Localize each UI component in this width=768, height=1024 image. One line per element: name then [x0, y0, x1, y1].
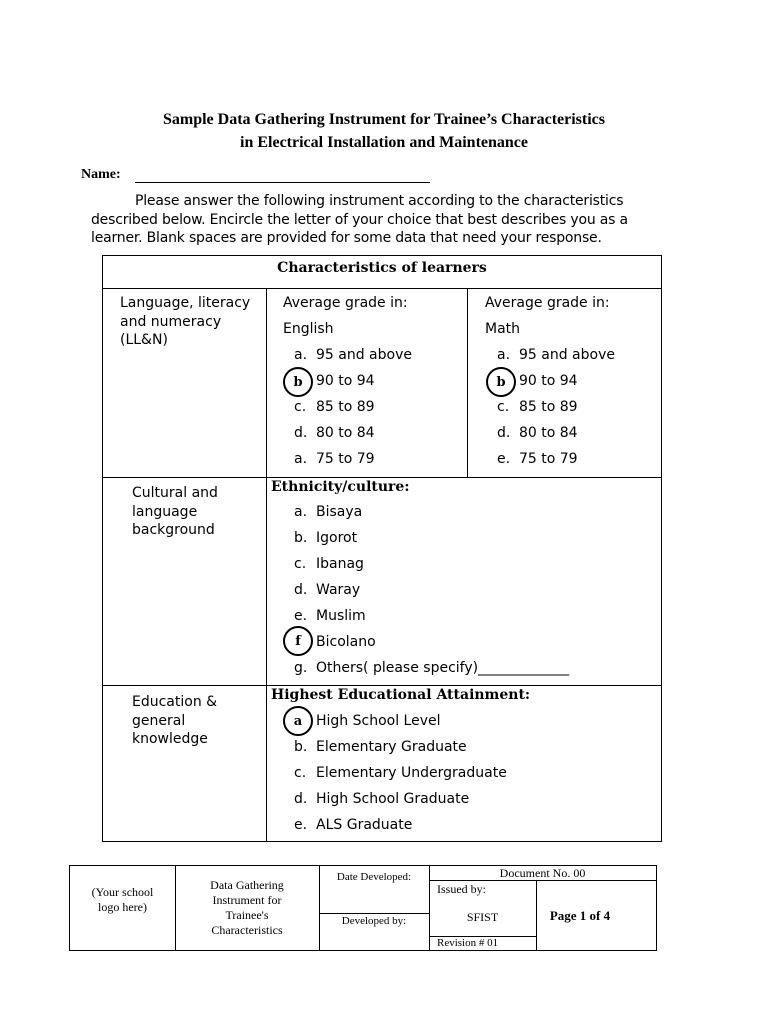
selected-circle-math-b: b [486, 367, 516, 397]
school-logo-placeholder [70, 885, 175, 915]
doc-title-line: Instrument for [212, 893, 282, 907]
characteristics-table [102, 255, 662, 842]
culture-heading: Ethnicity/culture: [271, 479, 410, 495]
divider [103, 685, 661, 686]
option-text: Bisaya [316, 504, 363, 520]
name-field-line[interactable] [135, 182, 430, 183]
education-heading: Highest Educational Attainment: [271, 687, 531, 703]
divider [103, 288, 661, 289]
page-indicator: Page 1 of 4 [549, 908, 611, 923]
english-option-a[interactable] [294, 347, 412, 363]
math-option-c[interactable] [497, 399, 578, 415]
divider [467, 288, 468, 477]
issuer: SFIST [466, 910, 499, 924]
doc-title-line: Trainee's [225, 908, 269, 922]
title-line-1: Sample Data Gathering Instrument for Trainee’s Characteristics [162, 111, 605, 128]
education-option-c[interactable] [294, 765, 507, 781]
document-number: Document No. 00 [499, 866, 586, 880]
option-text: 90 to 94 [519, 373, 578, 389]
table-header: Characteristics of learners [277, 260, 487, 276]
intro-line-3: learner. Blank spaces are provided for some data that need your response. [91, 230, 602, 246]
llin-label [120, 294, 250, 350]
footer-doc-title [175, 878, 319, 938]
selected-circle-english-b: b [283, 367, 313, 397]
culture-option-b[interactable] [294, 530, 357, 546]
option-text: Waray [316, 582, 361, 598]
culture-option-c[interactable] [294, 556, 364, 572]
doc-title-line: Data Gathering [210, 878, 284, 892]
divider [103, 477, 661, 478]
math-title: Average grade in: [485, 295, 610, 311]
intro-line-1: Please answer the following instrument according to the characteristics [135, 193, 624, 209]
option-text: Elementary Graduate [316, 739, 467, 755]
selected-circle-education-a: a [283, 706, 313, 736]
education-label-line: general [132, 712, 186, 729]
name-label: Name: [81, 167, 121, 182]
english-option-e[interactable] [294, 451, 375, 467]
option-text: Bicolano [316, 634, 376, 650]
option-text: Igorot [316, 530, 358, 546]
english-option-c[interactable] [294, 399, 375, 415]
option-text: 85 to 89 [519, 399, 578, 415]
option-text: 95 and above [316, 347, 412, 363]
option-text: 75 to 79 [316, 451, 375, 467]
option-letter: d. [294, 791, 308, 807]
logo-line: logo here) [98, 900, 147, 914]
culture-label [132, 484, 218, 540]
issued-by-label: Issued by: [437, 882, 486, 896]
education-option-d[interactable] [294, 791, 469, 807]
culture-label-line: language [132, 503, 198, 520]
math-option-a[interactable] [497, 347, 615, 363]
culture-option-a[interactable] [294, 504, 362, 520]
option-letter: c. [497, 399, 510, 415]
option-letter: d. [294, 425, 308, 441]
option-letter: a. [294, 504, 308, 520]
option-text: High School Graduate [316, 791, 470, 807]
doc-title-line: Characteristics [211, 923, 283, 937]
option-letter: c. [294, 556, 307, 572]
option-letter: e. [497, 451, 511, 467]
option-letter: d. [497, 425, 511, 441]
option-text: Muslim [316, 608, 366, 624]
option-text: 95 and above [519, 347, 615, 363]
option-text: Elementary Undergraduate [316, 765, 507, 781]
option-text: Ibanag [316, 556, 364, 572]
education-label [132, 693, 217, 749]
selected-circle-culture-f: f [283, 626, 313, 656]
developed-by-label: Developed by: [341, 915, 407, 927]
english-title: Average grade in: [283, 295, 408, 311]
option-letter: c. [294, 399, 307, 415]
education-label-line: knowledge [132, 731, 208, 747]
title-line-2: in Electrical Installation and Maintenance [240, 134, 528, 151]
intro-line-2: described below. Encircle the letter of your choice that best describes you as a [91, 211, 628, 228]
education-option-b[interactable] [294, 739, 467, 755]
instructions [91, 192, 686, 248]
culture-option-e[interactable] [294, 608, 366, 624]
document-footer [69, 865, 657, 951]
culture-label-line: Cultural and [132, 485, 218, 501]
option-text: 75 to 79 [519, 451, 578, 467]
option-letter: b. [294, 530, 308, 546]
option-letter: a. [294, 347, 308, 363]
culture-option-d[interactable] [294, 582, 360, 598]
llin-label-line: and numeracy [120, 313, 222, 330]
option-letter: a. [294, 451, 308, 467]
llin-label-line: (LL&N) [120, 332, 168, 348]
option-letter: d. [294, 582, 308, 598]
education-label-line: Education & [132, 694, 218, 710]
math-option-e[interactable] [497, 451, 578, 467]
option-text: 80 to 84 [316, 425, 375, 441]
option-text: 85 to 89 [316, 399, 375, 415]
divider [266, 288, 267, 842]
education-option-a[interactable] [294, 713, 441, 729]
option-letter: c. [294, 765, 307, 781]
english-subject: English [283, 321, 334, 337]
revision: Revision # 01 [437, 937, 499, 949]
option-text: ALS Graduate [316, 817, 413, 833]
option-letter: e. [294, 608, 308, 624]
option-letter: b. [294, 739, 308, 755]
option-text: 90 to 94 [316, 373, 375, 389]
option-letter: e. [294, 817, 308, 833]
document-title [0, 108, 768, 154]
option-letter: g. [294, 660, 308, 676]
logo-line: (Your school [91, 885, 154, 899]
education-option-e[interactable] [294, 817, 412, 833]
culture-option-g[interactable] [294, 660, 569, 676]
llin-label-line: Language, literacy [120, 295, 251, 311]
option-letter: a. [497, 347, 511, 363]
date-developed-label: Date Developed: [336, 871, 412, 883]
option-text: High School Level [316, 713, 441, 729]
math-option-d[interactable] [497, 425, 578, 441]
option-text: Others( please specify)_____________ [316, 660, 570, 676]
math-subject: Math [485, 321, 521, 337]
english-option-d[interactable] [294, 425, 375, 441]
culture-label-line: background [132, 522, 215, 538]
option-text: 80 to 84 [519, 425, 578, 441]
